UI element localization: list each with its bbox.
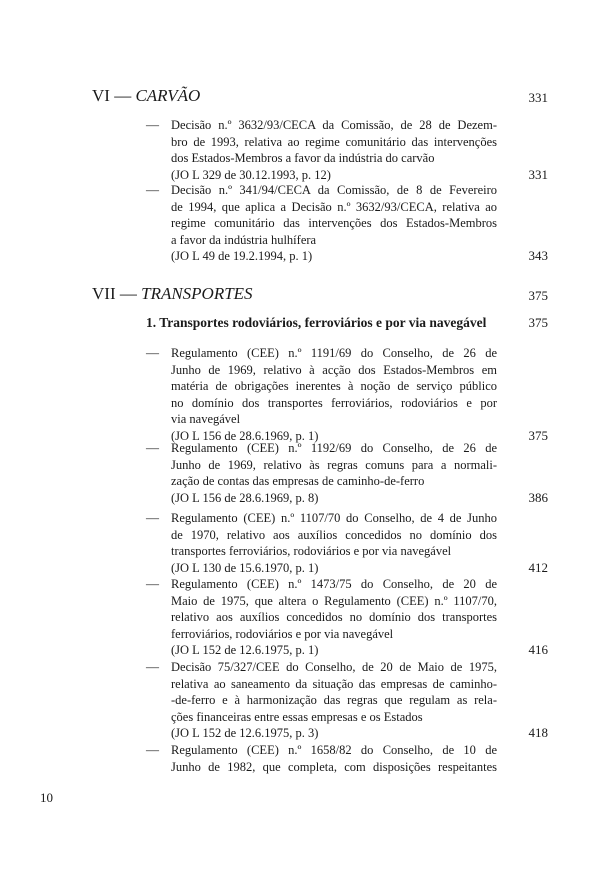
toc-entry bbox=[146, 742, 548, 775]
toc-entry bbox=[146, 440, 548, 506]
entry-line: Junho de 1982, que completa, com disposições respeitantes bbox=[171, 759, 497, 774]
entry-line: Junho de 1969, relativo às regras comuns para a normali- bbox=[171, 457, 497, 472]
entry-line: relativa ao saneamento da situação das empresas de caminho- bbox=[171, 676, 497, 691]
entry-page-number: 416 bbox=[528, 642, 548, 657]
entry-page-number: 418 bbox=[528, 725, 548, 740]
page-folio-number: 10 bbox=[40, 790, 53, 805]
section-dash: — bbox=[119, 284, 137, 303]
entry-text bbox=[171, 576, 497, 659]
section-dash: — bbox=[114, 86, 132, 105]
entry-line: via navegável bbox=[171, 412, 241, 426]
toc-entry bbox=[146, 182, 548, 265]
entry-text bbox=[171, 440, 497, 506]
entry-reference: (JO L 152 de 12.6.1975, p. 3) bbox=[171, 726, 319, 740]
entry-text bbox=[171, 659, 497, 742]
entry-page-number: 375 bbox=[528, 427, 548, 443]
toc-entry bbox=[146, 510, 548, 576]
entry-line: regime comunitário das intervenções dos Estados-Membros bbox=[171, 216, 497, 230]
entry-line: Junho de 1969, relativo à acção dos Estados-Membros em bbox=[171, 362, 497, 377]
entry-line: Regulamento (CEE) n.º 1107/70 do Conselho, de 4 de Junho bbox=[171, 511, 497, 525]
entry-line: de 1970, relativo aos auxílios concedidos no domínio dos bbox=[171, 527, 497, 542]
entry-text bbox=[171, 510, 497, 576]
entry-reference: (JO L 49 de 19.2.1994, p. 1) bbox=[171, 249, 313, 263]
entry-page-number: 343 bbox=[528, 248, 548, 263]
entry-dash: — bbox=[146, 345, 159, 360]
section-title: TRANSPORTES bbox=[141, 284, 253, 303]
entry-line: transportes ferroviários, rodoviários e por via navegável bbox=[171, 544, 452, 558]
subsection-label: 1. Transportes rodoviários, ferroviários e por via navegável bbox=[146, 315, 487, 330]
subsection-page-number: 375 bbox=[528, 315, 548, 330]
entry-dash: — bbox=[146, 440, 159, 455]
toc-entry bbox=[146, 117, 548, 183]
entry-line: bro de 1993, relativa ao regime comunitário das intervenções bbox=[171, 134, 497, 149]
entry-line: a favor da indústria hulhífera bbox=[171, 232, 317, 247]
entry-line: Regulamento (CEE) n.º 1192/69 do Conselho, de 26 de bbox=[171, 441, 497, 455]
entry-page-number: 412 bbox=[528, 559, 548, 575]
entry-reference: (JO L 156 de 28.6.1969, p. 8) bbox=[171, 490, 319, 505]
section-page-number: 331 bbox=[528, 90, 548, 105]
subsection-heading bbox=[146, 314, 548, 332]
entry-text bbox=[171, 742, 497, 775]
entry-dash: — bbox=[146, 576, 159, 591]
entry-reference: (JO L 152 de 12.6.1975, p. 1) bbox=[171, 643, 319, 657]
section-number: VI bbox=[92, 86, 110, 105]
section-title: CARVÃO bbox=[135, 86, 201, 105]
entry-line: ferroviários, rodoviários e por via navegável bbox=[171, 626, 394, 641]
section-heading-vi bbox=[92, 86, 548, 106]
entry-dash: — bbox=[146, 659, 159, 674]
entry-line: Decisão 75/327/CEE do Conselho, de 20 de Maio de 1975, bbox=[171, 660, 497, 674]
entry-line: ções financeiras entre essas empresas e os Estados bbox=[171, 709, 423, 724]
section-number: VII bbox=[92, 284, 116, 303]
entry-reference: (JO L 156 de 28.6.1969, p. 1) bbox=[171, 428, 319, 443]
entry-line: Regulamento (CEE) n.º 1658/82 do Conselho, de 10 de bbox=[171, 743, 497, 757]
entry-text bbox=[171, 345, 497, 444]
entry-page-number: 331 bbox=[528, 166, 548, 182]
entry-dash: — bbox=[146, 510, 159, 525]
entry-dash: — bbox=[146, 117, 159, 132]
toc-entry bbox=[146, 345, 548, 444]
entry-page-number: 386 bbox=[528, 489, 548, 505]
section-heading-vii bbox=[92, 284, 548, 304]
entry-line: dos Estados-Membros a favor da indústria do carvão bbox=[171, 151, 435, 165]
entry-reference: (JO L 130 de 15.6.1970, p. 1) bbox=[171, 560, 319, 575]
entry-text bbox=[171, 182, 497, 265]
section-page-number: 375 bbox=[528, 288, 548, 303]
entry-dash: — bbox=[146, 182, 159, 197]
entry-line: relativo aos auxílios concedidos no domínio dos transportes bbox=[171, 610, 497, 624]
entry-line: Maio de 1975, que altera o Regulamento (CEE) n.º 1107/70, bbox=[171, 593, 497, 608]
entry-dash: — bbox=[146, 742, 159, 757]
entry-line: de 1994, que aplica a Decisão n.º 3632/93/CECA, relativa ao bbox=[171, 199, 497, 214]
entry-line: Regulamento (CEE) n.º 1191/69 do Conselho, de 26 de bbox=[171, 346, 497, 360]
entry-line: -de-ferro e à harmonização das regras que regulam as rela- bbox=[171, 693, 497, 707]
toc-entry bbox=[146, 576, 548, 659]
toc-entry bbox=[146, 659, 548, 742]
entry-text bbox=[171, 117, 497, 183]
entry-line: Decisão n.º 341/94/CECA da Comissão, de 8 de Fevereiro bbox=[171, 183, 497, 197]
entry-line: Decisão n.º 3632/93/CECA da Comissão, de 28 de Dezem- bbox=[171, 118, 497, 132]
entry-line: no domínio dos transportes ferroviários, rodoviários e por bbox=[171, 395, 497, 410]
entry-line: Regulamento (CEE) n.º 1473/75 do Conselho, de 20 de bbox=[171, 577, 497, 591]
entry-line: matéria de obrigações inerentes à noção de serviço público bbox=[171, 379, 497, 393]
entry-reference: (JO L 329 de 30.12.1993, p. 12) bbox=[171, 167, 331, 182]
entry-line: zação de contas das empresas de caminho-de-ferro bbox=[171, 474, 425, 488]
